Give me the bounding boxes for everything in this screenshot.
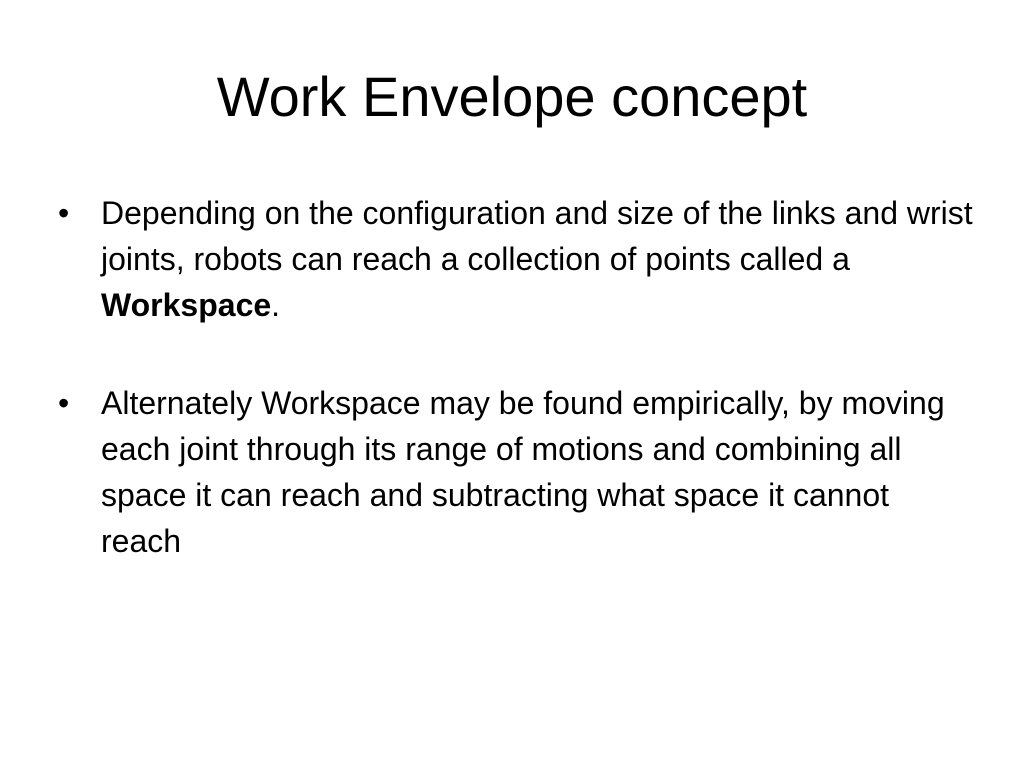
slide-title: Work Envelope concept <box>216 65 808 128</box>
bullet-mark: • <box>58 195 70 231</box>
bullet-mark: • <box>58 385 70 421</box>
bullet-item-workspace-definition <box>56 190 976 328</box>
bullet-text: Alternately Workspace may be found empirically, by moving each joint through its range of motions and combining all space it can reach and subtracting what space it cannot reach <box>101 385 945 559</box>
bullet-item-empirical-workspace <box>56 380 976 564</box>
bullet-list <box>56 190 976 564</box>
bullet-emphasis: Workspace <box>101 287 272 323</box>
bullet-suffix: . <box>271 287 281 323</box>
bullet-text: Depending on the configuration and size of the links and wrist joints, robots can reach a collection of points called a <box>101 195 973 277</box>
